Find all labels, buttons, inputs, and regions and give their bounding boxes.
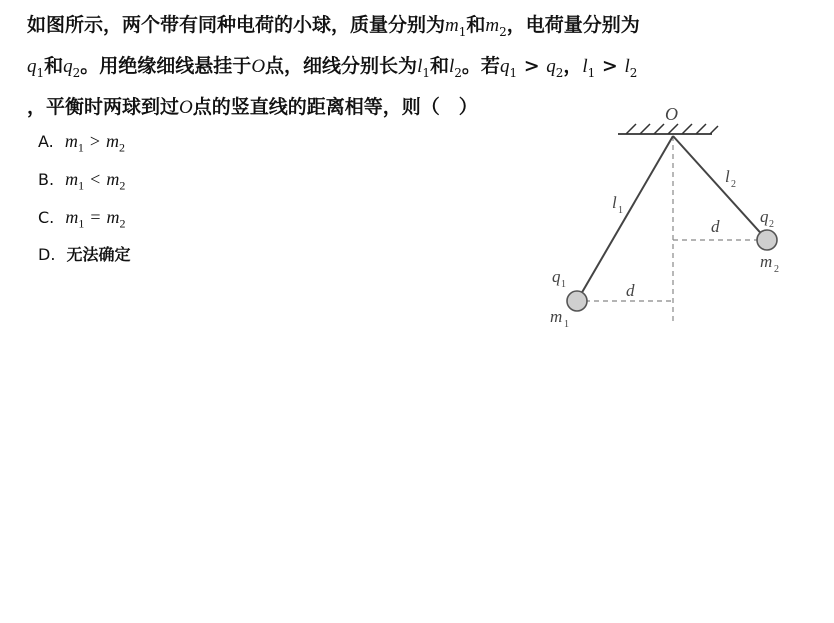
label-q1: q — [552, 267, 561, 286]
label-m1-subscript: 1 — [564, 319, 569, 330]
label-q2: q — [760, 207, 769, 226]
thread-l1 — [577, 136, 673, 301]
label-m2-subscript: 2 — [774, 264, 779, 275]
ball-1 — [567, 291, 587, 311]
label-l1: l — [612, 193, 617, 212]
label-l2: l — [725, 167, 730, 186]
label-q1-subscript: 1 — [561, 279, 566, 290]
ceiling-hatch — [626, 124, 718, 134]
option-c[interactable]: C. $m_1 = m_2$ — [38, 207, 126, 231]
label-l1-subscript: 1 — [618, 205, 623, 216]
pendulum-figure — [540, 100, 800, 345]
answer-options — [38, 128, 131, 280]
option-a[interactable]: A. $m_1 > m_2$ — [38, 131, 125, 155]
ball-2 — [757, 230, 777, 250]
thread-l2 — [673, 136, 767, 240]
option-b[interactable]: B. $m_1 < m_2$ — [38, 169, 126, 193]
label-d-lower: d — [626, 281, 635, 300]
option-d[interactable]: D. 无法确定 — [38, 245, 131, 264]
label-q2-subscript: 2 — [769, 219, 774, 230]
label-l2-subscript: 2 — [731, 179, 736, 190]
question-stem: 如图所示，两个带有同种电荷的小球，质量分别为$m_1$和$m_2$，电荷量分别为 $q_1$和$q_2$。用绝缘细线悬挂于O点，细线分别长为$l_1$和$l_2$。若$q_1 > q_2$，$l_1 > l_2$ ，平衡时两球到过O点的竖直线的距离相等，则（ ） — [27, 14, 640, 118]
label-m1: m — [550, 307, 563, 326]
label-d-upper: d — [711, 217, 720, 236]
label-m2: m — [760, 252, 773, 271]
label-O: O — [665, 104, 678, 124]
